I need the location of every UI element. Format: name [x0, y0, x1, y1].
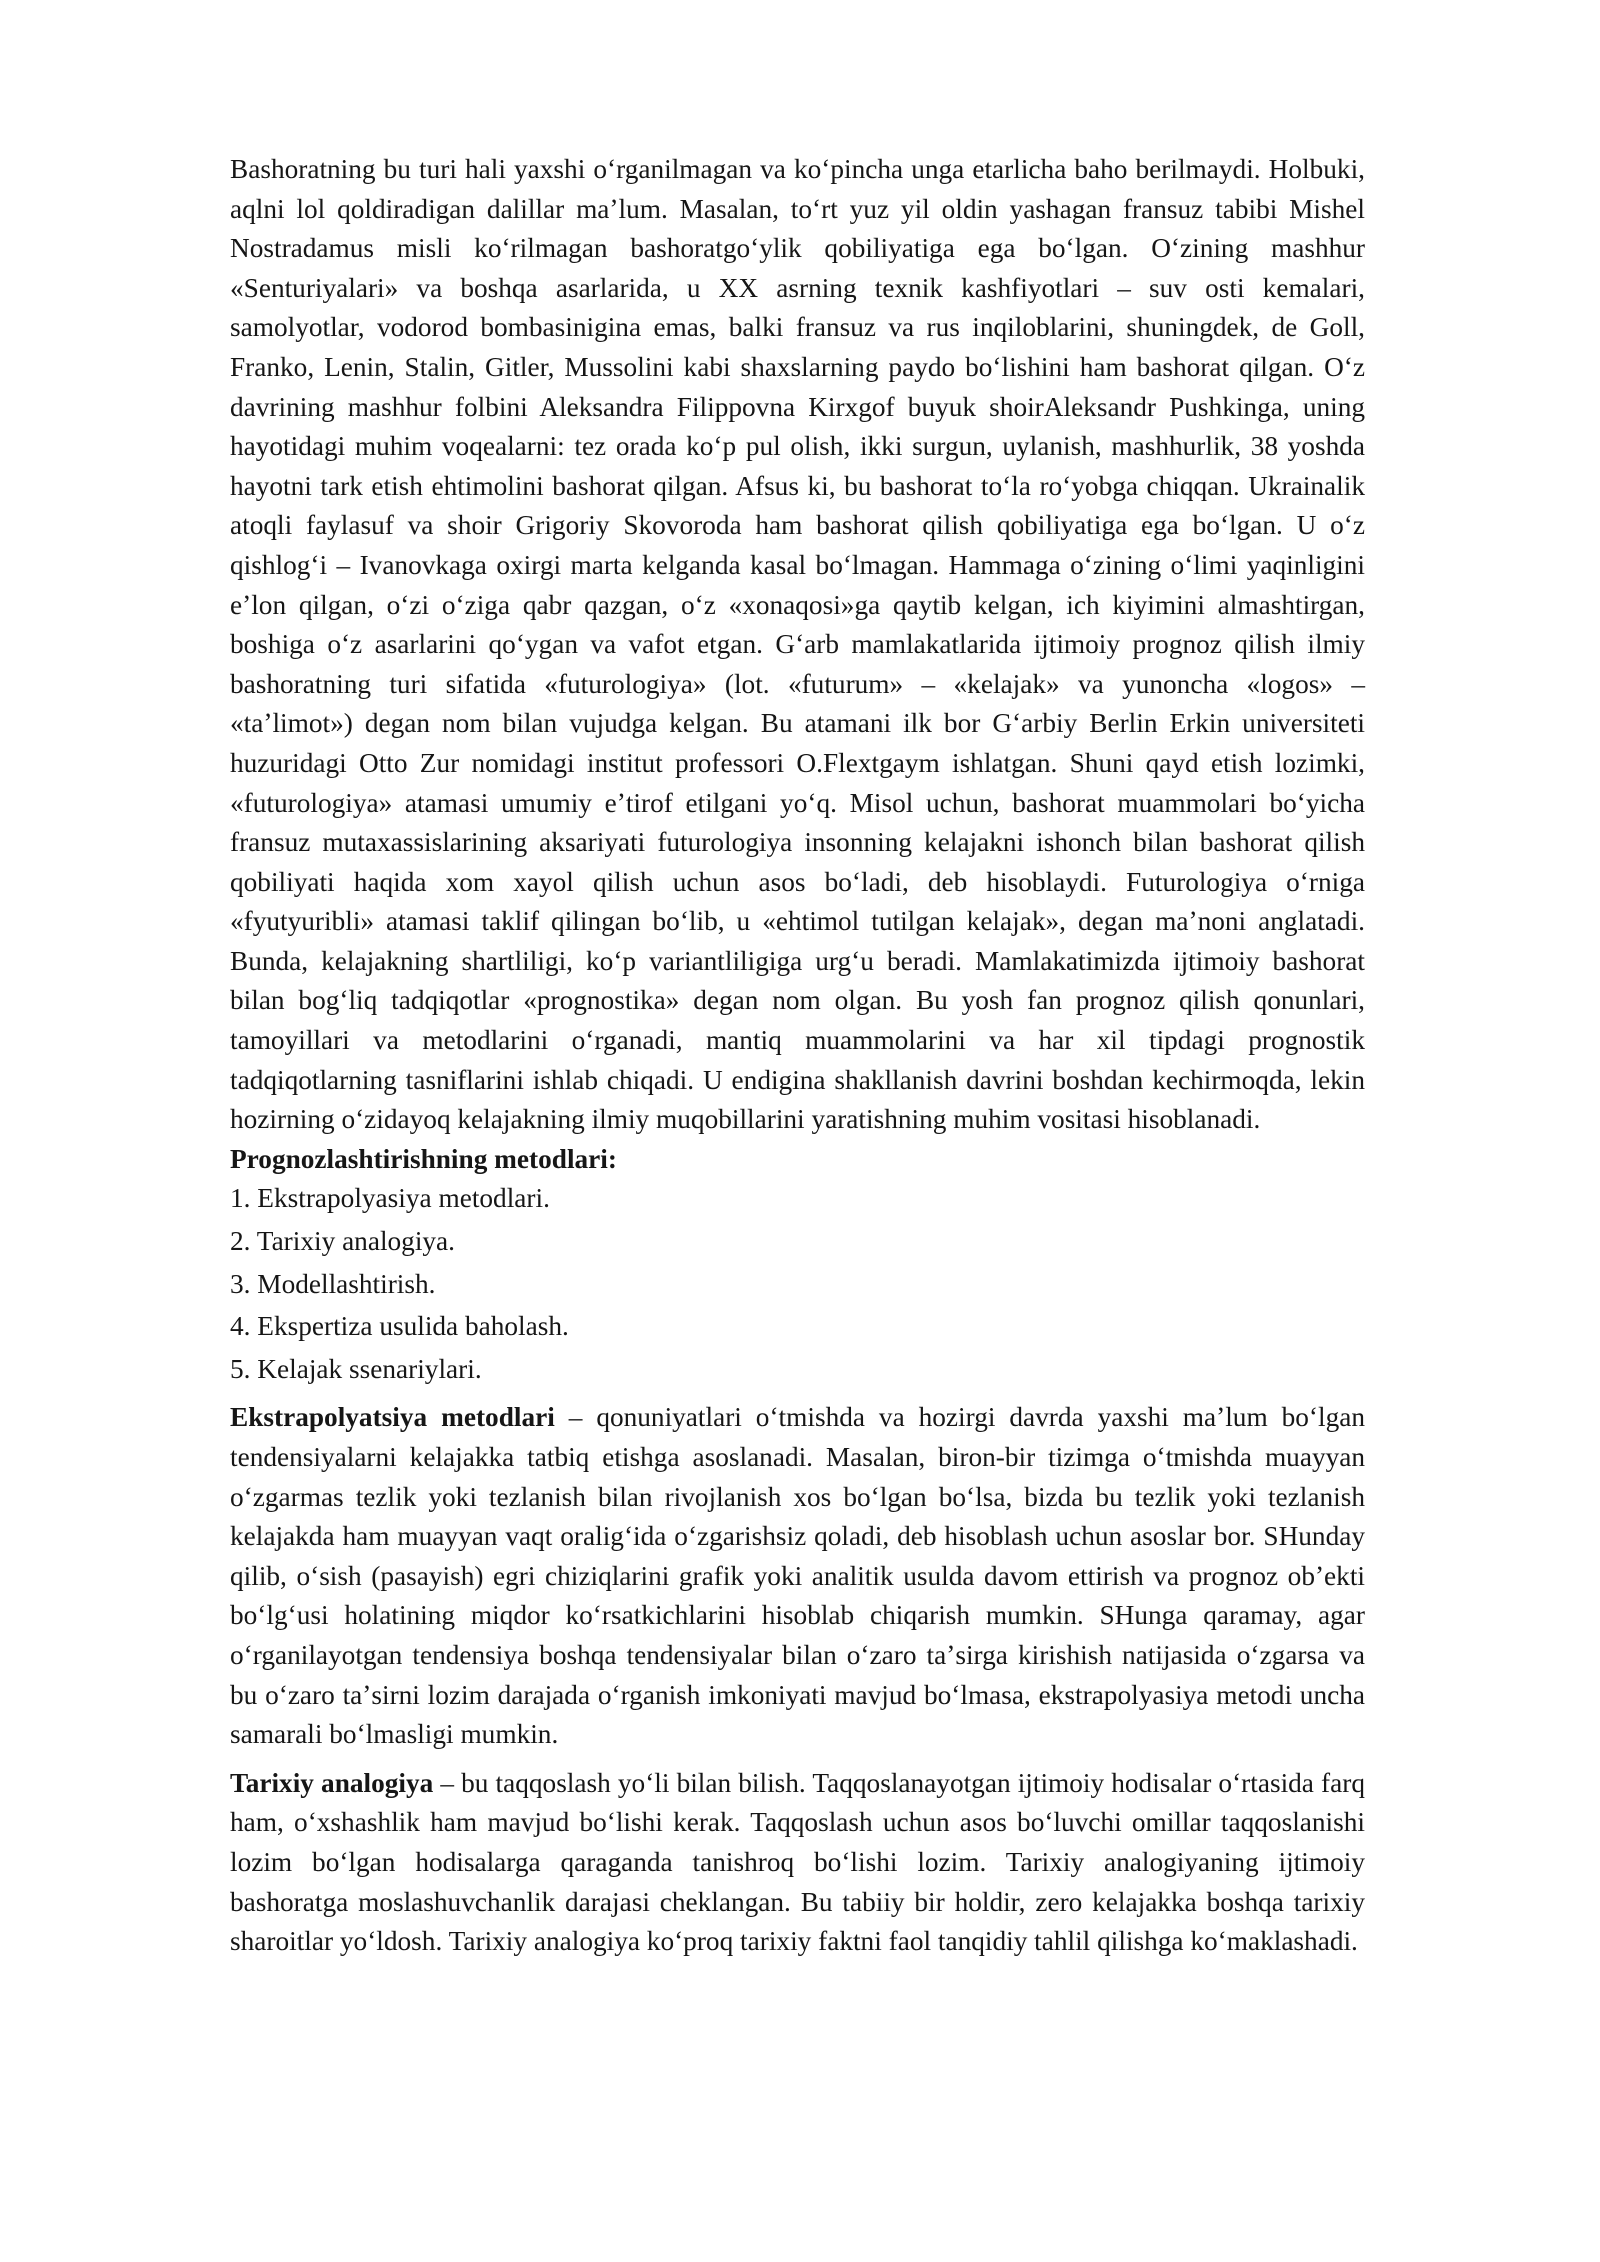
- extrapolation-text: – qonuniyatlari oʻtmishda va hozirgi davrda yaxshi maʼlum boʻlgan tendensiyalarni kelajakka tatbiq etishga asoslanadi. Masalan, biron-bir tizimga oʻtmishda muayyan oʻzgarmas tezlik yoki tezlanish bilan rivojlanish xos boʻlgan boʻlsa, bizda bu tezlik yoki tezlanish kelajakda ham muayyan vaqt oraligʻida oʻzgarishsiz qoladi, deb hisoblash uchun asoslar bor. SHunday qilib, oʻsish (pasayish) egri chiziqlarini grafik yoki analitik usulda davom ettirish va prognoz obʼekti boʻlgʻusi holatining miqdor koʻrsatkichlarini hisoblab chiqarish mumkin. SHunga qaramay, agar oʻrganilayotgan tendensiya boshqa tendensiyalar bilan oʻzaro taʼsirga kirishish natijasida oʻzgarsa va bu oʻzaro taʼsirni lozim darajada oʻrganish imkoniyati mavjud boʻlmasa, ekstrapolyasiya metodi uncha samarali boʻlmasligi mumkin.: [230, 1402, 1365, 1750]
- methods-list: [230, 1179, 1365, 1389]
- list-item: 4. Ekspertiza usulida baholash.: [230, 1311, 569, 1342]
- methods-heading: Prognozlashtirishning metodlari:: [230, 1143, 617, 1174]
- list-item: 3. Modellashtirish.: [230, 1268, 436, 1299]
- list-item: 1. Ekstrapolyasiya metodlari.: [230, 1183, 550, 1214]
- intro-paragraph: Bashoratning bu turi hali yaxshi oʻrganilmagan va koʻpincha unga etarlicha baho berilmaydi. Holbuki, aqlni lol qoldiradigan dalillar maʼlum. Masalan, toʻrt yuz yil oldin yashagan fransuz tabibi Mishel Nostradamus misli koʻrilmagan bashoratgoʻylik qobiliyatiga ega boʻlgan. Oʻzining mashhur «Senturiyalari» va boshqa asarlarida, u XX asrning texnik kashfiyotlari – suv osti kemalari, samolyotlar, vodorod bombasinigina emas, balki fransuz va rus inqiloblarini, shuningdek, de Goll, Franko, Lenin, Stalin, Gitler, Mussolini kabi shaxslarning paydo boʻlishini ham bashorat qilgan. Oʻz davrining mashhur folbini Aleksandra Filippovna Kirxgof buyuk shoirAleksandr Pushkinga, uning hayotidagi muhim voqealarni: tez orada koʻp pul olish, ikki surgun, uylanish, mashhurlik, 38 yoshda hayotni tark etish ehtimolini bashorat qilgan. Afsus ki, bu bashorat toʻla roʻyobga chiqqan. Ukrainalik atoqli faylasuf va shoir Grigoriy Skovoroda ham bashorat qilish qobiliyatiga ega boʻlgan. U oʻz qishlogʻi – Ivanovkaga oxirgi marta kelganda kasal boʻlmagan. Hammaga oʻzining oʻlimi yaqinligini eʼlon qilgan, oʻzi oʻziga qabr qazgan, oʻz «xonaqosi»ga qaytib kelgan, ich kiyimini almashtirgan, boshiga oʻz asarlarini qoʻygan va vafot etgan. Gʻarb mamlakatlarida ijtimoiy prognoz qilish ilmiy bashoratning turi sifatida «futurologiya» (lot. «futurum» – «kelajak» va yunoncha «logos» – «taʼlimot») degan nom bilan vujudga kelgan. Bu atamani ilk bor Gʻarbiy Berlin Erkin universiteti huzuridagi Otto Zur nomidagi institut professori O.Flextgaym ishlatgan. Shuni qayd etish lozimki, «futurologiya» atamasi umumiy eʼtirof etilgani yoʻq. Misol uchun, bashorat muammolari boʻyicha fransuz mutaxassislarining aksariyati futurologiya insonning kelajakni ishonch bilan bashorat qilish qobiliyati haqida xom xayol qilish uchun asos boʻladi, deb hisoblaydi. Futurologiya oʻrniga «fyutyuribli» atamasi taklif qilingan boʻlib, u «ehtimol tutilgan kelajak», degan maʼnoni anglatadi. Bunda, kelajakning shartliligi, koʻp variantliligiga urgʻu beradi. Mamlakatimizda ijtimoiy bashorat bilan bogʻliq tadqiqotlar «prognostika» degan nom olgan. Bu yosh fan prognoz qilish qonunlari, tamoyillari va metodlarini oʻrganadi, mantiq muammolarini va har xil tipdagi prognostik tadqiqotlarning tasniflarini ishlab chiqadi. U endigina shakllanish davrini boshdan kechirmoqda, lekin hozirning oʻzidayoq kelajakning ilmiy muqobillarini yaratishning muhim vositasi hisoblanadi.: [230, 154, 1365, 1135]
- extrapolation-term: Ekstrapolyatsiya metodlari: [230, 1402, 555, 1433]
- list-item: 2. Tarixiy analogiya.: [230, 1226, 455, 1257]
- list-item: 5. Kelajak ssenariylari.: [230, 1353, 482, 1384]
- historical-analogy-term: Tarixiy analogiya: [230, 1767, 434, 1798]
- historical-analogy-paragraph: [230, 1764, 1365, 1962]
- extrapolation-paragraph: [230, 1398, 1365, 1754]
- document-page: [230, 150, 1365, 1962]
- historical-analogy-text: – bu taqqoslash yoʻli bilan bilish. Taqqoslanayotgan ijtimoiy hodisalar oʻrtasida farq ham, oʻxshashlik ham mavjud boʻlishi kerak. Taqqoslash uchun asos boʻluvchi omillar taqqoslanishi lozim boʻlgan hodisalarga qaraganda tanishroq boʻlishi lozim. Tarixiy analogiyaning ijtimoiy bashoratga moslashuvchanlik darajasi cheklangan. Bu tabiiy bir holdir, zero kelajakka boshqa tarixiy sharoitlar yoʻldosh. Tarixiy analogiya koʻproq tarixiy faktni faol tanqidiy tahlil qilishga koʻmaklashadi.: [230, 1767, 1365, 1957]
